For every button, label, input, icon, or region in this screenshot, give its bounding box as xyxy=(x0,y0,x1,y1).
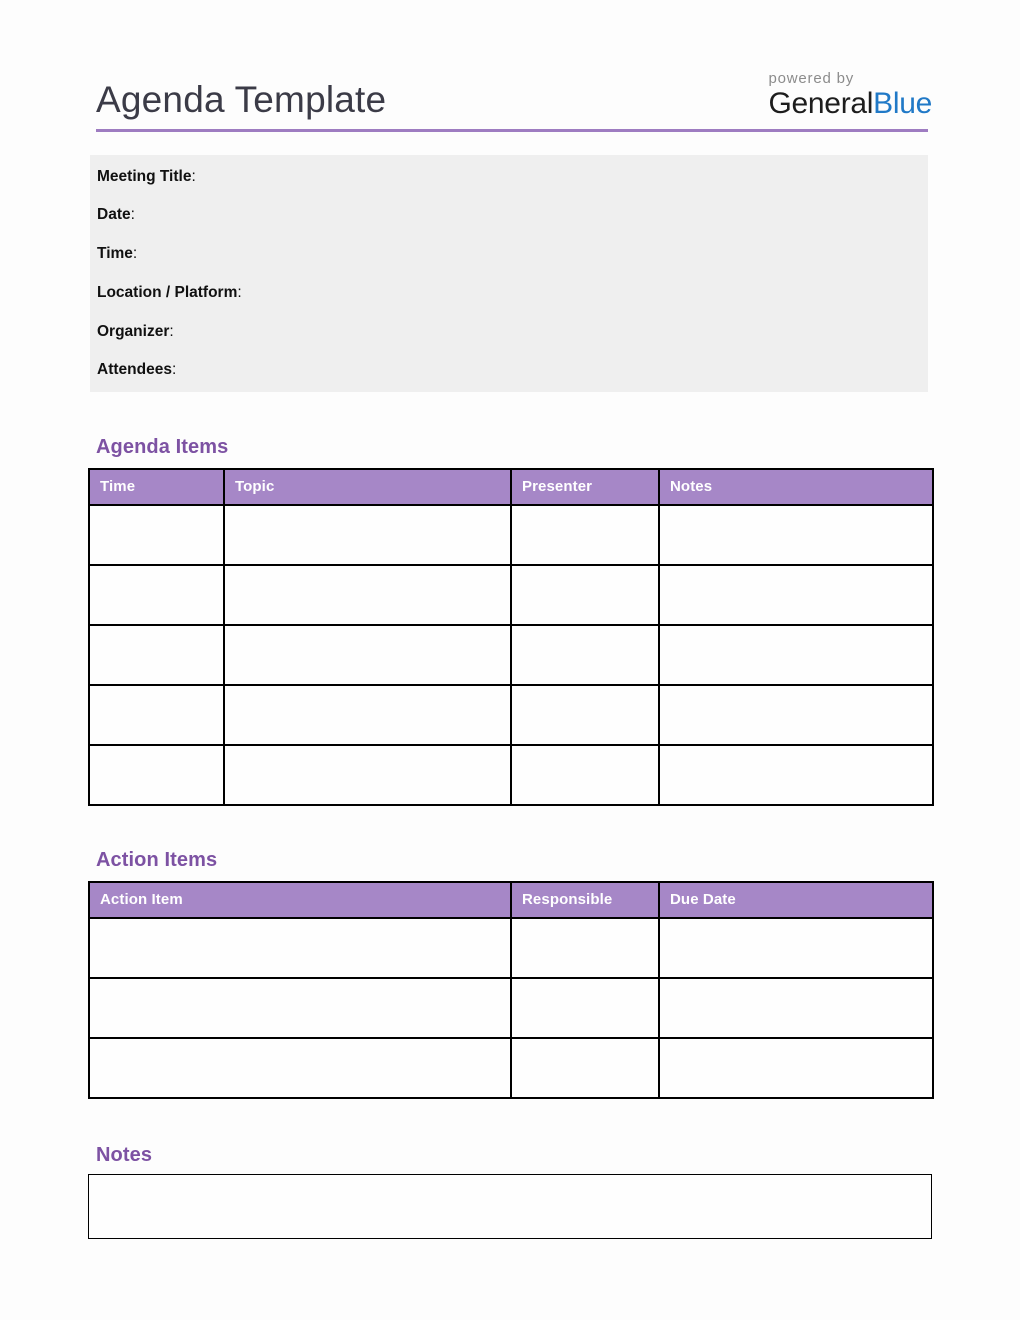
field-label: Location / Platform xyxy=(97,283,238,301)
table-row xyxy=(89,978,933,1038)
title-divider-line xyxy=(96,129,928,132)
field-value xyxy=(176,361,180,378)
empty-table-cell xyxy=(659,565,933,625)
agenda-items-table xyxy=(88,468,934,806)
empty-table-cell xyxy=(89,565,224,625)
empty-table-cell xyxy=(511,1038,659,1098)
empty-table-cell xyxy=(89,685,224,745)
page-title: Agenda Template xyxy=(96,78,387,120)
action-items-table xyxy=(88,881,934,1099)
empty-table-cell xyxy=(659,978,933,1038)
meeting-info-field-time xyxy=(97,243,928,264)
field-value xyxy=(135,206,139,223)
empty-table-cell xyxy=(224,565,511,625)
field-label: Date xyxy=(97,206,131,224)
field-label: Organizer xyxy=(97,322,170,340)
empty-table-cell xyxy=(511,505,659,565)
field-label: Meeting Title xyxy=(97,167,192,185)
column-header-time: Time xyxy=(89,469,224,505)
action-items-heading: Action Items xyxy=(96,848,218,871)
empty-table-cell xyxy=(659,1038,933,1098)
empty-table-cell xyxy=(659,745,933,805)
meeting-info-field-organizer xyxy=(97,321,928,342)
field-separator: : xyxy=(237,283,242,301)
column-header-notes: Notes xyxy=(659,469,933,505)
field-separator: : xyxy=(169,322,174,340)
field-label: Time xyxy=(97,245,133,263)
empty-table-cell xyxy=(659,685,933,745)
empty-table-cell xyxy=(224,685,511,745)
meeting-info-field-location-platform xyxy=(97,282,928,303)
field-separator: : xyxy=(130,206,135,224)
field-value xyxy=(174,323,178,340)
brand-powered-by-text: powered by xyxy=(768,70,855,87)
column-header-due-date: Due Date xyxy=(659,882,933,918)
empty-table-cell xyxy=(89,978,511,1038)
empty-table-cell xyxy=(511,625,659,685)
brand-name-general: General xyxy=(768,87,874,120)
empty-table-cell xyxy=(659,505,933,565)
agenda-items-heading: Agenda Items xyxy=(96,435,229,458)
notes-box xyxy=(88,1174,932,1239)
empty-table-cell xyxy=(89,1038,511,1098)
empty-table-cell xyxy=(511,565,659,625)
brand-logo xyxy=(769,70,933,122)
field-value xyxy=(196,168,200,185)
empty-table-cell xyxy=(224,505,511,565)
empty-table-cell xyxy=(511,745,659,805)
table-header-row xyxy=(89,469,933,505)
empty-table-cell xyxy=(511,918,659,978)
field-label: Attendees xyxy=(97,361,172,379)
meeting-info-field-meeting-title xyxy=(97,166,928,187)
empty-table-cell xyxy=(89,505,224,565)
meeting-info-field-date xyxy=(97,204,928,225)
empty-table-cell xyxy=(659,625,933,685)
table-row xyxy=(89,565,933,625)
table-row xyxy=(89,745,933,805)
empty-table-cell xyxy=(224,625,511,685)
empty-table-cell xyxy=(224,745,511,805)
table-row xyxy=(89,1038,933,1098)
column-header-responsible: Responsible xyxy=(511,882,659,918)
field-value xyxy=(242,284,246,301)
column-header-action-item: Action Item xyxy=(89,882,511,918)
brand-name-blue: Blue xyxy=(873,87,932,120)
table-row xyxy=(89,918,933,978)
empty-table-cell xyxy=(511,978,659,1038)
empty-table-cell xyxy=(89,625,224,685)
table-header-row xyxy=(89,882,933,918)
brand-name xyxy=(769,88,933,120)
field-value xyxy=(137,245,141,262)
field-separator: : xyxy=(171,361,177,379)
notes-heading: Notes xyxy=(96,1143,153,1166)
meeting-info-field-attendees xyxy=(97,359,928,380)
table-row xyxy=(89,685,933,745)
empty-table-cell xyxy=(89,918,511,978)
table-row xyxy=(89,625,933,685)
empty-table-cell xyxy=(511,685,659,745)
empty-table-cell xyxy=(659,918,933,978)
empty-table-cell xyxy=(89,745,224,805)
field-separator: : xyxy=(191,167,196,185)
meeting-info-box xyxy=(90,155,928,392)
field-separator: : xyxy=(132,245,138,263)
column-header-presenter: Presenter xyxy=(511,469,659,505)
table-row xyxy=(89,505,933,565)
page-header xyxy=(88,70,932,122)
column-header-topic: Topic xyxy=(224,469,511,505)
